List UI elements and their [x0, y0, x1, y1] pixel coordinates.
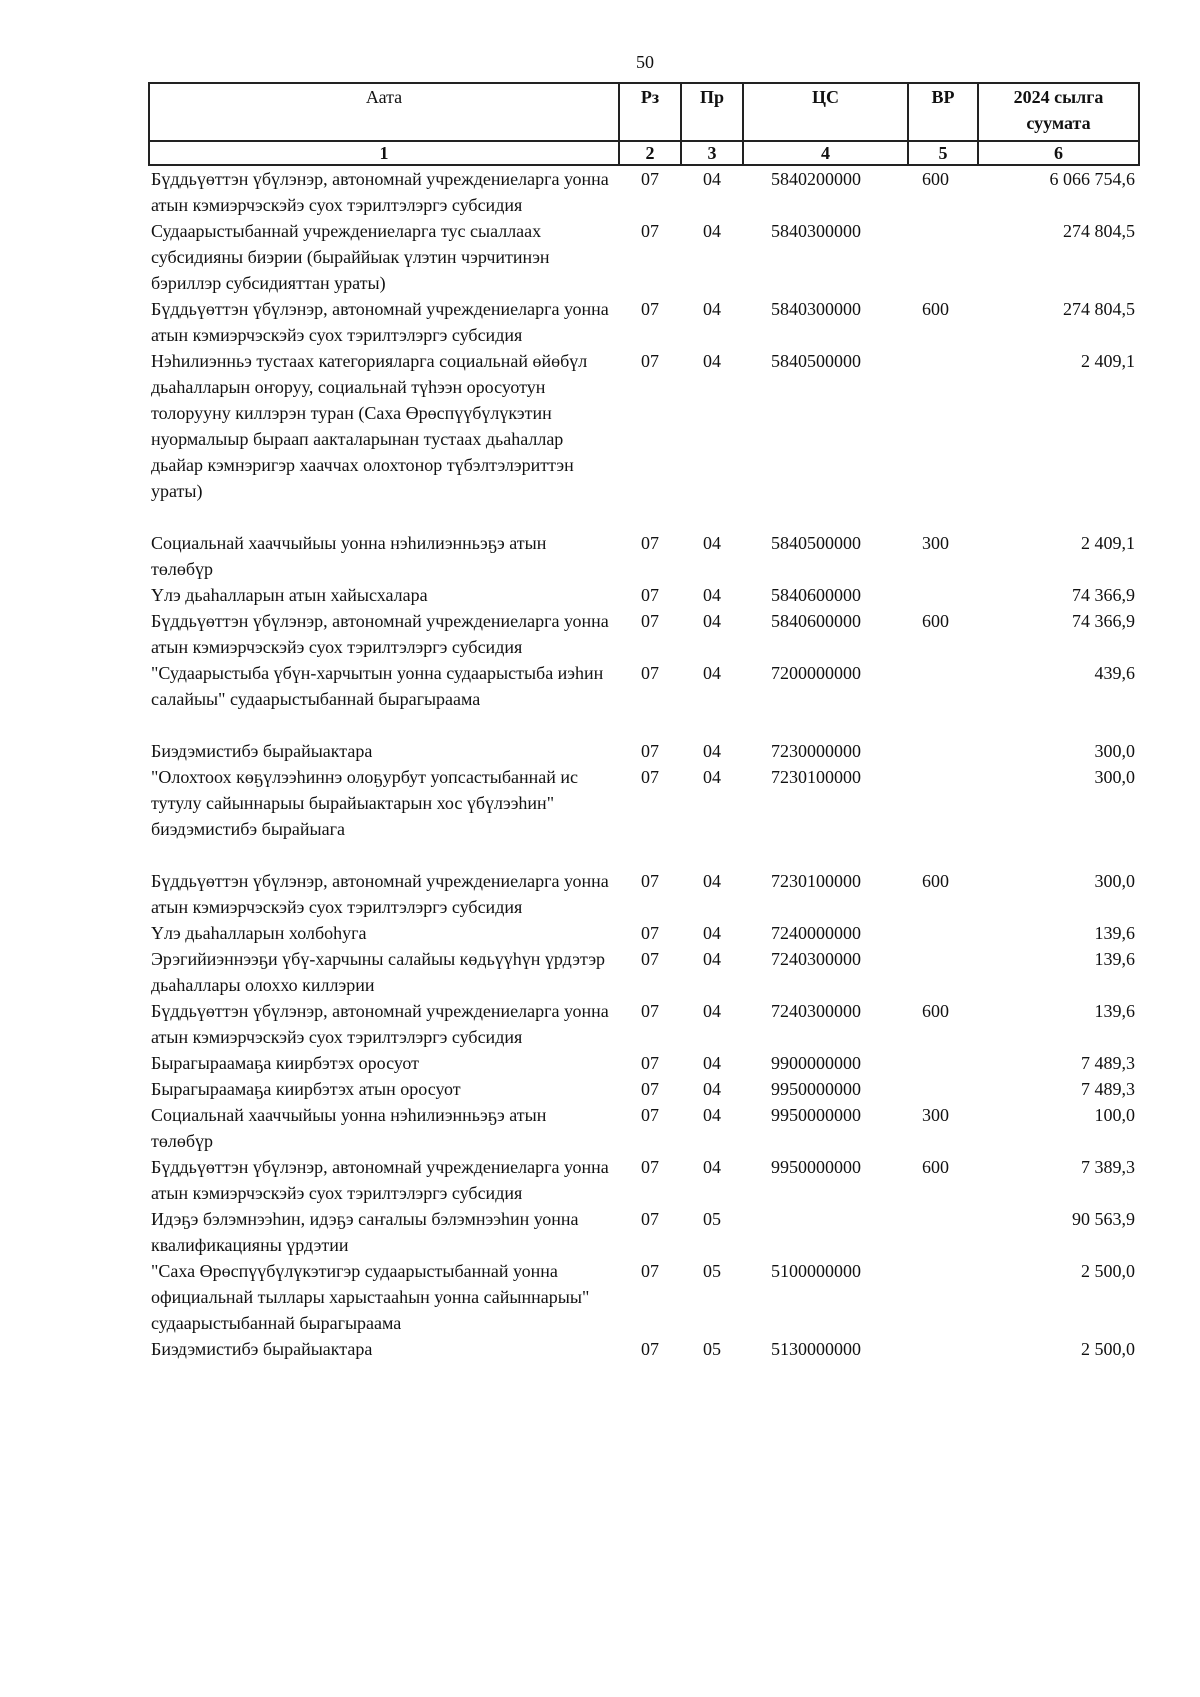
cell-pr: 04 [703, 299, 721, 319]
cell-cs: 9950000000 [771, 1079, 861, 1099]
cell-rz: 07 [641, 923, 659, 943]
cell-sum: 139,6 [1094, 949, 1135, 969]
cell-sum: 274 804,5 [1063, 299, 1135, 319]
cell-vr [908, 1336, 978, 1362]
cell-vr: 600 [922, 1157, 949, 1177]
header-rz: Рз [619, 83, 681, 141]
cell-rz: 07 [641, 169, 659, 189]
cell-name: Үлэ дьаһалларын холбоһуга [151, 923, 367, 943]
cell-sum: 300,0 [1094, 741, 1135, 761]
cell-name: Бырагыраамаҕа киирбэтэх оросуот [151, 1053, 420, 1073]
table-row [149, 660, 1139, 738]
table-header [149, 83, 1139, 165]
cell-vr: 600 [922, 871, 949, 891]
cell-rz: 07 [641, 1053, 659, 1073]
cell-rz: 07 [641, 1105, 659, 1125]
table-row [149, 218, 1139, 296]
cell-pr: 04 [703, 169, 721, 189]
cell-pr: 04 [703, 611, 721, 631]
table-row [149, 530, 1139, 582]
cell-sum: 2 500,0 [1081, 1339, 1135, 1359]
cell-name: Судаарыстыбаннай учреждениеларга тус сыаллаах субсидияны биэрии (быраййыак үлэтин чэрчитинэн бэриллэр субсидияттан ураты) [151, 221, 550, 293]
column-number: 4 [743, 141, 908, 165]
cell-sum: 2 409,1 [1081, 533, 1135, 553]
cell-name: "Судаарыстыба үбүн-харчытын уонна судаарыстыба иэһин салайыы" судаарыстыбаннай бырагыраама [151, 663, 604, 709]
cell-sum: 274 804,5 [1063, 221, 1135, 241]
cell-pr: 04 [703, 871, 721, 891]
cell-vr [908, 946, 978, 998]
table-row [149, 296, 1139, 348]
cell-name: "Саха Өрөспүүбүлүкэтигэр судаарыстыбаннай уонна официальнай тыллары харыстааһын уонна сайыннарыы" судаарыстыбаннай бырагыраама [151, 1261, 590, 1333]
cell-rz: 07 [641, 1001, 659, 1021]
cell-cs: 7230100000 [771, 871, 861, 891]
cell-sum: 300,0 [1094, 871, 1135, 891]
cell-rz: 07 [641, 767, 659, 787]
cell-pr: 04 [703, 663, 721, 683]
header-vr: ВР [908, 83, 978, 141]
cell-vr: 300 [922, 533, 949, 553]
cell-vr [908, 660, 978, 738]
cell-cs: 9950000000 [771, 1157, 861, 1177]
cell-name: Биэдэмистибэ бырайыактара [151, 1339, 373, 1359]
cell-rz: 07 [641, 871, 659, 891]
cell-vr [908, 1076, 978, 1102]
cell-vr: 600 [922, 611, 949, 631]
cell-pr: 04 [703, 923, 721, 943]
cell-rz: 07 [641, 611, 659, 631]
cell-vr [908, 1206, 978, 1258]
cell-name: Социальнай хааччыйыы уонна нэһилиэнньэҕэ атын төлөбүр [151, 533, 547, 579]
cell-name: Бүддьүөттэн үбүлэнэр, автономнай учреждениеларга уонна атын кэмиэрчэскэйэ суох тэрилтэлэргэ субсидия [151, 299, 609, 345]
cell-name: "Олохтоох көҕүлээһиннэ олоҕурбут уопсастыбаннай ис тутулу сайыннарыы бырайыактарын хос үбүлээһин" биэдэмистибэ бырайыага [151, 767, 579, 839]
cell-rz: 07 [641, 351, 659, 371]
cell-name: Бүддьүөттэн үбүлэнэр, автономнай учреждениеларга уонна атын кэмиэрчэскэйэ суох тэрилтэлэргэ субсидия [151, 169, 609, 215]
cell-cs: 5840500000 [771, 533, 861, 553]
cell-cs: 7200000000 [771, 663, 861, 683]
cell-pr: 04 [703, 1001, 721, 1021]
cell-cs: 5100000000 [771, 1261, 861, 1281]
cell-rz: 07 [641, 299, 659, 319]
cell-name: Бүддьүөттэн үбүлэнэр, автономнай учреждениеларга уонна атын кэмиэрчэскэйэ суох тэрилтэлэргэ субсидия [151, 1001, 609, 1047]
cell-sum: 90 563,9 [1072, 1209, 1135, 1229]
table-row [149, 764, 1139, 868]
cell-pr: 04 [703, 1079, 721, 1099]
table-row [149, 1154, 1139, 1206]
cell-cs: 7240300000 [771, 1001, 861, 1021]
cell-cs: 5840300000 [771, 221, 861, 241]
cell-rz: 07 [641, 585, 659, 605]
cell-rz: 07 [641, 1209, 659, 1229]
cell-name: Үлэ дьаһалларын атын хайысхалара [151, 585, 428, 605]
cell-vr: 600 [922, 1001, 949, 1021]
table-row [149, 946, 1139, 998]
cell-name: Нэһилиэнньэ тустаах категорияларга социальнай өйөбүл дьаһалларын оҥоруу, социальнай түһээн оросуотун толорууну киллэрэн туран (Саха Өрөспүүбүлүкэтин нуормалыыр быраап аакталарынан тустаах дьаһаллар дьайар кэмнэригэр хааччах олохтонор түбэлтэлэриттэн ураты) [151, 351, 588, 501]
cell-pr: 04 [703, 949, 721, 969]
cell-pr: 04 [703, 1157, 721, 1177]
cell-pr: 04 [703, 221, 721, 241]
cell-pr: 04 [703, 585, 721, 605]
cell-pr: 04 [703, 767, 721, 787]
cell-rz: 07 [641, 741, 659, 761]
page-number [0, 52, 1200, 73]
cell-sum: 7 389,3 [1081, 1157, 1135, 1177]
cell-name: Бүддьүөттэн үбүлэнэр, автономнай учреждениеларга уонна атын кэмиэрчэскэйэ суох тэрилтэлэргэ субсидия [151, 611, 609, 657]
cell-name: Идэҕэ бэлэмнээһин, идэҕэ саҥалыы бэлэмнээһин уонна квалификацияны үрдэтии [151, 1209, 579, 1255]
cell-rz: 07 [641, 949, 659, 969]
table-row [149, 165, 1139, 218]
cell-cs: 7240000000 [771, 923, 861, 943]
header-sum: 2024 сылга суумата [978, 83, 1139, 141]
column-number: 5 [908, 141, 978, 165]
cell-pr: 04 [703, 741, 721, 761]
cell-vr [908, 738, 978, 764]
cell-sum: 139,6 [1094, 923, 1135, 943]
cell-rz: 07 [641, 1157, 659, 1177]
table-row [149, 738, 1139, 764]
cell-cs: 5130000000 [771, 1339, 861, 1359]
cell-rz: 07 [641, 221, 659, 241]
table-row [149, 348, 1139, 530]
cell-vr: 600 [922, 169, 949, 189]
page-number-text: 50 [636, 52, 654, 72]
table-row [149, 1336, 1139, 1362]
header-cs: ЦС [743, 83, 908, 141]
cell-rz: 07 [641, 1339, 659, 1359]
cell-sum: 6 066 754,6 [1049, 169, 1135, 189]
cell-name: Бүддьүөттэн үбүлэнэр, автономнай учреждениеларга уонна атын кэмиэрчэскэйэ суох тэрилтэлэргэ субсидия [151, 1157, 609, 1203]
cell-sum: 100,0 [1094, 1105, 1135, 1125]
table-row [149, 998, 1139, 1050]
cell-vr [908, 1050, 978, 1076]
cell-sum: 2 500,0 [1081, 1261, 1135, 1281]
column-number-row [149, 141, 1139, 165]
cell-rz: 07 [641, 533, 659, 553]
table-row [149, 1050, 1139, 1076]
column-number: 6 [978, 141, 1139, 165]
table-row [149, 608, 1139, 660]
cell-cs: 7240300000 [771, 949, 861, 969]
column-number: 1 [149, 141, 619, 165]
budget-table [148, 82, 1140, 1362]
cell-sum: 7 489,3 [1081, 1053, 1135, 1073]
column-number: 3 [681, 141, 743, 165]
cell-cs: 5840200000 [771, 169, 861, 189]
cell-rz: 07 [641, 1261, 659, 1281]
cell-sum: 74 366,9 [1072, 611, 1135, 631]
cell-pr: 05 [703, 1261, 721, 1281]
cell-pr: 04 [703, 1105, 721, 1125]
cell-pr: 04 [703, 533, 721, 553]
table-row [149, 1102, 1139, 1154]
header-name: Аата [149, 83, 619, 141]
table-row [149, 1206, 1139, 1258]
cell-pr: 05 [703, 1209, 721, 1229]
table-row [149, 582, 1139, 608]
table-row [149, 1258, 1139, 1336]
cell-vr [908, 218, 978, 296]
cell-pr: 04 [703, 1053, 721, 1073]
cell-sum: 300,0 [1094, 767, 1135, 787]
cell-cs [743, 1206, 908, 1258]
cell-name: Биэдэмистибэ бырайыактара [151, 741, 373, 761]
table-body [149, 165, 1139, 1362]
cell-cs: 9950000000 [771, 1105, 861, 1125]
cell-cs: 7230100000 [771, 767, 861, 787]
table-row [149, 868, 1139, 920]
table-row [149, 920, 1139, 946]
cell-cs: 5840500000 [771, 351, 861, 371]
cell-name: Социальнай хааччыйыы уонна нэһилиэнньэҕэ атын төлөбүр [151, 1105, 547, 1151]
cell-rz: 07 [641, 1079, 659, 1099]
cell-pr: 04 [703, 351, 721, 371]
column-number: 2 [619, 141, 681, 165]
cell-vr [908, 920, 978, 946]
cell-cs: 9900000000 [771, 1053, 861, 1073]
cell-pr: 05 [703, 1339, 721, 1359]
cell-name: Эрэгийиэннээҕи үбү-харчыны салайыы көдьүүһүн үрдэтэр дьаһаллары олоххо киллэрии [151, 949, 606, 995]
cell-vr: 300 [922, 1105, 949, 1125]
cell-vr [908, 1258, 978, 1336]
cell-cs: 5840600000 [771, 585, 861, 605]
cell-vr [908, 582, 978, 608]
cell-cs: 5840300000 [771, 299, 861, 319]
cell-sum: 139,6 [1094, 1001, 1135, 1021]
cell-sum: 74 366,9 [1072, 585, 1135, 605]
cell-vr [908, 348, 978, 530]
header-pr: Пр [681, 83, 743, 141]
cell-vr [908, 764, 978, 868]
header-row [149, 83, 1139, 141]
cell-sum: 7 489,3 [1081, 1079, 1135, 1099]
table-row [149, 1076, 1139, 1102]
cell-name: Бүддьүөттэн үбүлэнэр, автономнай учреждениеларга уонна атын кэмиэрчэскэйэ суох тэрилтэлэргэ субсидия [151, 871, 609, 917]
cell-rz: 07 [641, 663, 659, 683]
cell-cs: 5840600000 [771, 611, 861, 631]
cell-cs: 7230000000 [771, 741, 861, 761]
cell-vr: 600 [922, 299, 949, 319]
cell-name: Бырагыраамаҕа киирбэтэх атын оросуот [151, 1079, 461, 1099]
cell-sum: 2 409,1 [1081, 351, 1135, 371]
cell-sum: 439,6 [1094, 663, 1135, 683]
